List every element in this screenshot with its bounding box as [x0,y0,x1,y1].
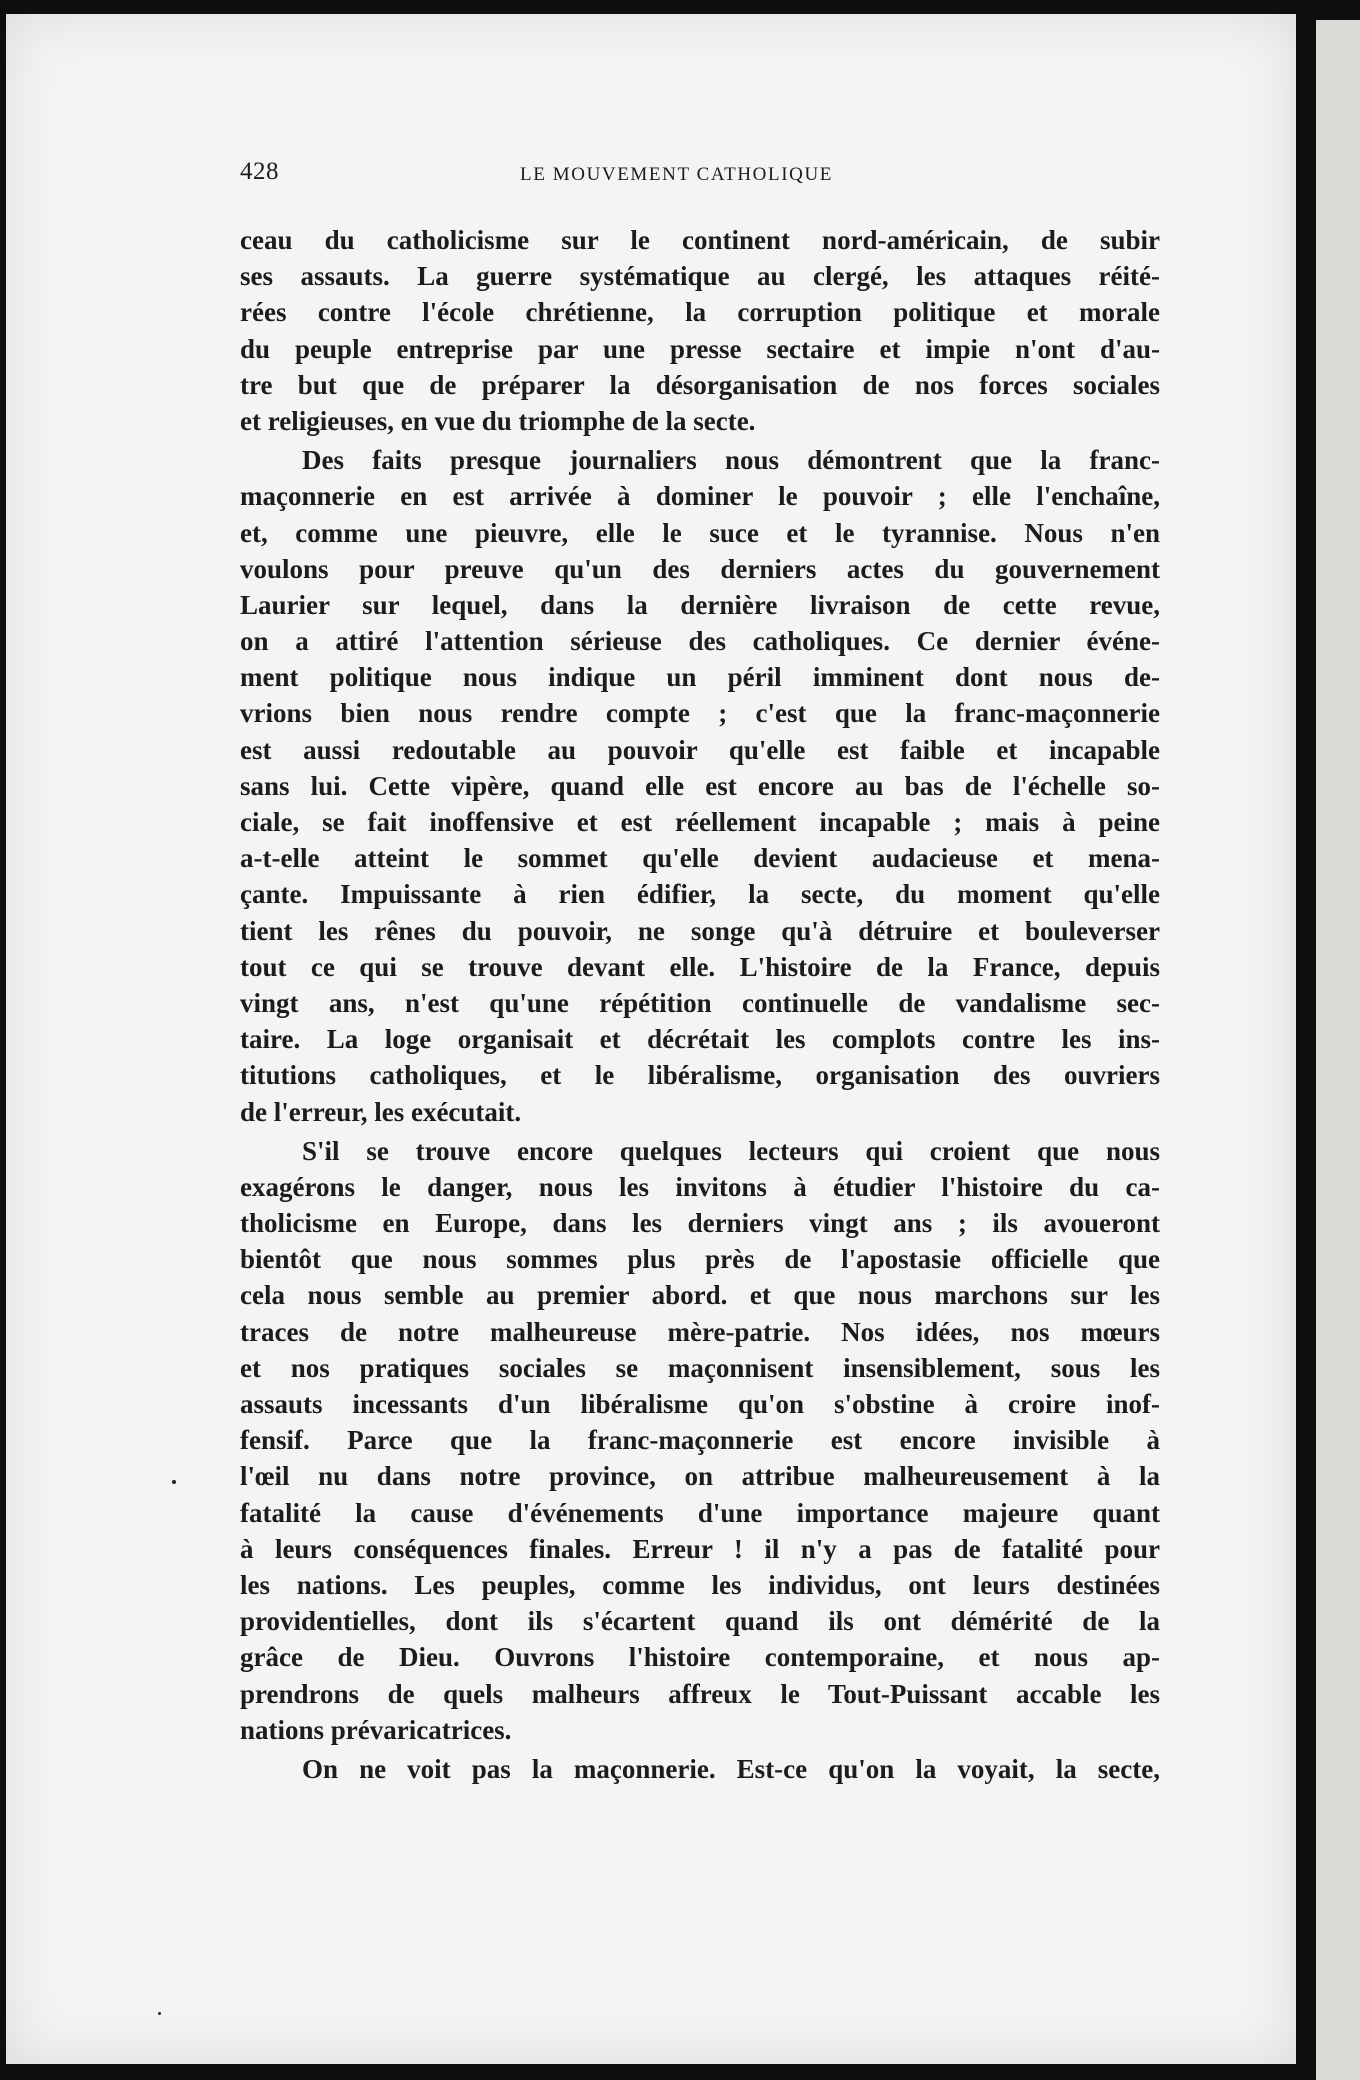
text-line: nations prévaricatrices. [240,1714,512,1745]
text-line: et religieuses, en vue du triomphe de la secte. [240,405,756,436]
text-line: grâce de Dieu. Ouvrons l'histoire contemporaine, et nous ap- [240,1642,1160,1673]
text-line: cela nous semble au premier abord. et que nous marchons sur les [240,1280,1160,1311]
text-line: On ne voit pas la maçonnerie. Est-ce qu'on la voyait, la secte, [302,1753,1160,1784]
text-line: rées contre l'école chrétienne, la corruption politique et morale [240,297,1160,328]
facing-page-edge [1316,20,1360,2080]
text-line: maçonnerie en est arrivée à dominer le pouvoir ; elle l'enchaîne, [240,481,1160,512]
ink-speck [172,1480,176,1484]
text-line: ses assauts. La guerre systématique au clergé, les attaques réité- [240,261,1160,292]
running-title: LE MOUVEMENT CATHOLIQUE [520,164,833,185]
text-line: on a attiré l'attention sérieuse des catholiques. Ce dernier événe- [240,626,1160,657]
text-line: S'il se trouve encore quelques lecteurs qui croient que nous [302,1135,1160,1166]
text-line: tre but que de préparer la désorganisation de nos forces sociales [240,369,1160,400]
text-line: fensif. Parce que la franc-maçonnerie est encore invisible à [240,1425,1160,1456]
page-number: 428 [240,158,279,185]
text-line: Laurier sur lequel, dans la dernière livraison de cette revue, [240,589,1160,620]
paragraph [240,222,1160,439]
text-line: ciale, se fait inoffensive et est réellement incapable ; mais à peine [240,807,1160,837]
text-line: assauts incessants d'un libéralisme qu'on s'obstine à croire inof- [240,1389,1160,1419]
text-line: titutions catholiques, et le libéralisme, organisation des ouvriers [240,1060,1160,1091]
text-line: bientôt que nous sommes plus près de l'apostasie officielle que [240,1244,1160,1275]
text-line: exagérons le danger, nous les invitons à étudier l'histoire du ca- [240,1171,1160,1202]
text-line: l'œil nu dans notre province, on attribue malheureusement à la [240,1461,1160,1492]
text-line: taire. La loge organisait et décrétait les complots contre les ins- [240,1024,1160,1055]
text-line: et, comme une pieuvre, elle le suce et le tyrannise. Nous n'en [240,517,1160,548]
paragraph [240,1133,1160,1748]
body-text [240,222,1160,1790]
text-line: providentielles, dont ils s'écartent quand ils ont démérité de la [240,1606,1160,1637]
text-line: tholicisme en Europe, dans les derniers vingt ans ; ils avoueront [240,1208,1160,1239]
text-line: vrions bien nous rendre compte ; c'est que la franc-maçonnerie [240,698,1160,729]
text-line: ment politique nous indique un péril imminent dont nous de- [240,662,1160,693]
text-line: tient les rênes du pouvoir, ne songe qu'à détruire et bouleverser [240,915,1160,946]
text-line: les nations. Les peuples, comme les individus, ont leurs destinées [240,1569,1160,1600]
text-line: sans lui. Cette vipère, quand elle est encore au bas de l'échelle so- [240,770,1160,801]
text-line: vingt ans, n'est qu'une répétition continuelle de vandalisme sec- [240,987,1160,1018]
text-line: traces de notre malheureuse mère-patrie. Nos idées, nos mœurs [240,1316,1160,1347]
paragraph [240,1751,1160,1787]
page-header [240,158,916,198]
text-line: et nos pratiques sociales se maçonnisent insensiblement, sous les [240,1352,1160,1383]
text-line: tout ce qui se trouve devant elle. L'histoire de la France, depuis [240,951,1160,982]
text-line: voulons pour preuve qu'un des derniers actes du gouvernement [240,553,1160,584]
text-line: à leurs conséquences finales. Erreur ! il n'y a pas de fatalité pour [240,1533,1160,1564]
text-line: Des faits presque journaliers nous démontrent que la franc- [302,445,1160,476]
text-line: ceau du catholicisme sur le continent nord-américain, de subir [240,225,1160,255]
text-line: du peuple entreprise par une presse sectaire et impie n'ont d'au- [240,333,1160,364]
text-line: de l'erreur, les exécutait. [240,1096,522,1127]
text-line: prendrons de quels malheurs affreux le Tout-Puissant accable les [240,1678,1160,1709]
ink-speck [158,2012,161,2015]
text-line: fatalité la cause d'événements d'une importance majeure quant [240,1497,1160,1528]
paragraph [240,442,1160,1130]
text-line: est aussi redoutable au pouvoir qu'elle est faible et incapable [240,734,1160,765]
text-line: a-t-elle atteint le sommet qu'elle devient audacieuse et mena- [240,843,1160,874]
text-line: çante. Impuissante à rien édifier, la secte, du moment qu'elle [240,879,1160,910]
